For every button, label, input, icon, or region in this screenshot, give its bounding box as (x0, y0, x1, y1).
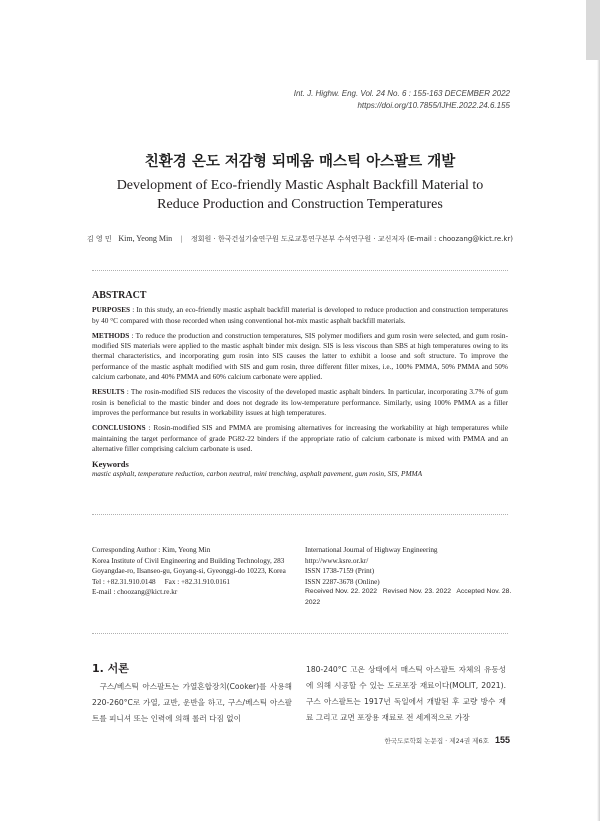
results-text: : The rosin-modified SIS reduces the viscosity of the developed mastic asphalt binders. In particular, incorporating 3.7% of gum rosin is beneficial to the mastic binder and does not degrade its low-temperature performance. Similarly, using 100% PMMA as a filler improves the performance but results in workability issues at high temperatures. (92, 387, 508, 417)
conclusions-text: : Rosin-modified SIS and PMMA are promising alternatives for increasing the workability at high temperatures while maintaining the target performance of grade PG82-22 binders if the appropriate ratio of calcium carbonate is mixed with PMMA and an alternative filler comprising calcium carbonate is used. (92, 423, 508, 453)
section-heading-introduction: 1. 서론 (92, 662, 129, 675)
divider-middle (92, 514, 508, 515)
corresponding-author-block (92, 545, 302, 598)
journal-url[interactable]: http://www.ksre.or.kr/ (305, 556, 369, 565)
received-date: Nov. 22. 2022 (335, 588, 378, 596)
journal-reference (294, 88, 510, 112)
title-english: Development of Eco-friendly Mastic Asphalt Backfill Material to Reduce Production and Construction Temperatures (116, 178, 484, 212)
issn-print: ISSN 1738-7159 (Print) (305, 567, 375, 576)
abstract-methods (92, 331, 508, 382)
keywords-list: mastic asphalt, temperature reduction, carbon neutral, mini trenching, asphalt pavement, gum rosin, SIS, PMMA (92, 469, 423, 479)
abstract-conclusions (92, 423, 508, 454)
author-separator: | (180, 235, 183, 243)
accepted-date: Nov. 28. 2022 (305, 588, 512, 606)
abstract-heading: ABSTRACT (92, 290, 147, 301)
journal-info-block (305, 545, 515, 609)
divider-bottom (92, 633, 508, 634)
conclusions-label: CONCLUSIONS (92, 423, 146, 433)
author-line (0, 234, 600, 244)
corr-line-2: Korea Institute of Civil Engineering and Building Technology, 283 (92, 556, 285, 565)
author-name-korean: 김 영 민 (86, 235, 112, 243)
purposes-text: : In this study, an eco-friendly mastic asphalt backfill material is developed to reduce production and construction temperatures by 40 °C compared with those recorded when using conventional hot-mix mastic asphalt backfill materials. (92, 305, 508, 325)
purposes-label: PURPOSES (92, 305, 131, 315)
methods-label: METHODS (92, 330, 130, 340)
methods-text: : To reduce the production and construction temperatures, SIS polymer modifiers and gum rosin were selected, and gum rosin-modified SIS materials were applied to the mastic asphalt binder mix design. SIS is less viscous than SBS at high temperatures owing to its thermal characteristics, and incorporating gum rosin into SIS causes the latter to exhibit a loose and soft structure. To improve the performance of the mastic asphalt modified with SIS and gum rosin, three different filler mixes, i.e., 100% PMMA, 50% PMMA and 50% calcium carbonate, and 40% PMMA and 60% calcium carbonate were applied. (92, 330, 508, 382)
abstract-results (92, 387, 508, 418)
author-affiliation: 정회원 · 한국건설기술연구원 도로교통연구본부 수석연구원 · 교신저자 (E-mail : choozang@kict.re.kr) (191, 235, 514, 243)
intro-left-column: 구스/베스틱 아스팔트는 가열혼합장치(Cooker)를 사용해 220-260°C로 가열, 교반, 운반을 하고, 구스/베스틱 아스팔트를 피니셔 또는 인력에 의해 롤러 다짐 없이 (92, 682, 292, 723)
footer-journal: 한국도로학회 논문집 · 제24권 제6호 (384, 737, 489, 745)
page-footer (385, 735, 510, 745)
received-label: Received (305, 588, 334, 596)
intro-right-column: 180-240°C 고온 상태에서 매스틱 아스팔트 자체의 유동성에 의해 시공할 수 있는 도로포장 재료이다(MOLIT, 2021). 구스 아스팔트는 1917년 독일에서 개발된 후 교량 방수 재료 그리고 교면 포장용 재료로 전 세계적으로 가장 (306, 665, 506, 722)
corr-line-1: Corresponding Author : Kim, Yeong Min (92, 546, 211, 554)
page-edge-tab (586, 0, 600, 60)
keywords-heading: Keywords (92, 459, 129, 470)
issn-online: ISSN 2287-3678 (Online) (305, 577, 380, 586)
accepted-label: Accepted (456, 588, 485, 596)
article-dates (305, 587, 515, 608)
corr-line-4: Tel : +82.31.910.0148 Fax : +82.31.910.0161 (92, 577, 230, 586)
doi-link[interactable]: https://doi.org/10.7855/IJHE.2022.24.6.155 (357, 101, 510, 110)
abstract-purposes (92, 305, 508, 326)
journal-name: International Journal of Highway Engineering (305, 546, 438, 554)
author-name-english: Kim, Yeong Min (118, 234, 173, 243)
corr-line-3: Goyangdae-ro, Ilsanseo-gu, Goyang-si, Gyeonggi-do 10223, Korea (92, 567, 286, 576)
corr-line-5: E-mail : choozang@kict.re.kr (92, 588, 178, 597)
results-label: RESULTS (92, 387, 125, 397)
title-korean: 친환경 온도 저감형 되메움 매스틱 아스팔트 개발 (144, 154, 456, 170)
journal-citation: Int. J. Highw. Eng. Vol. 24 No. 6 : 155-163 DECEMBER 2022 (293, 89, 510, 98)
page-number: 155 (494, 735, 510, 745)
abstract-section (92, 291, 508, 480)
divider-top (92, 270, 508, 271)
revised-date: Nov. 23. 2022 (409, 588, 452, 596)
revised-label: Revised (382, 588, 408, 596)
